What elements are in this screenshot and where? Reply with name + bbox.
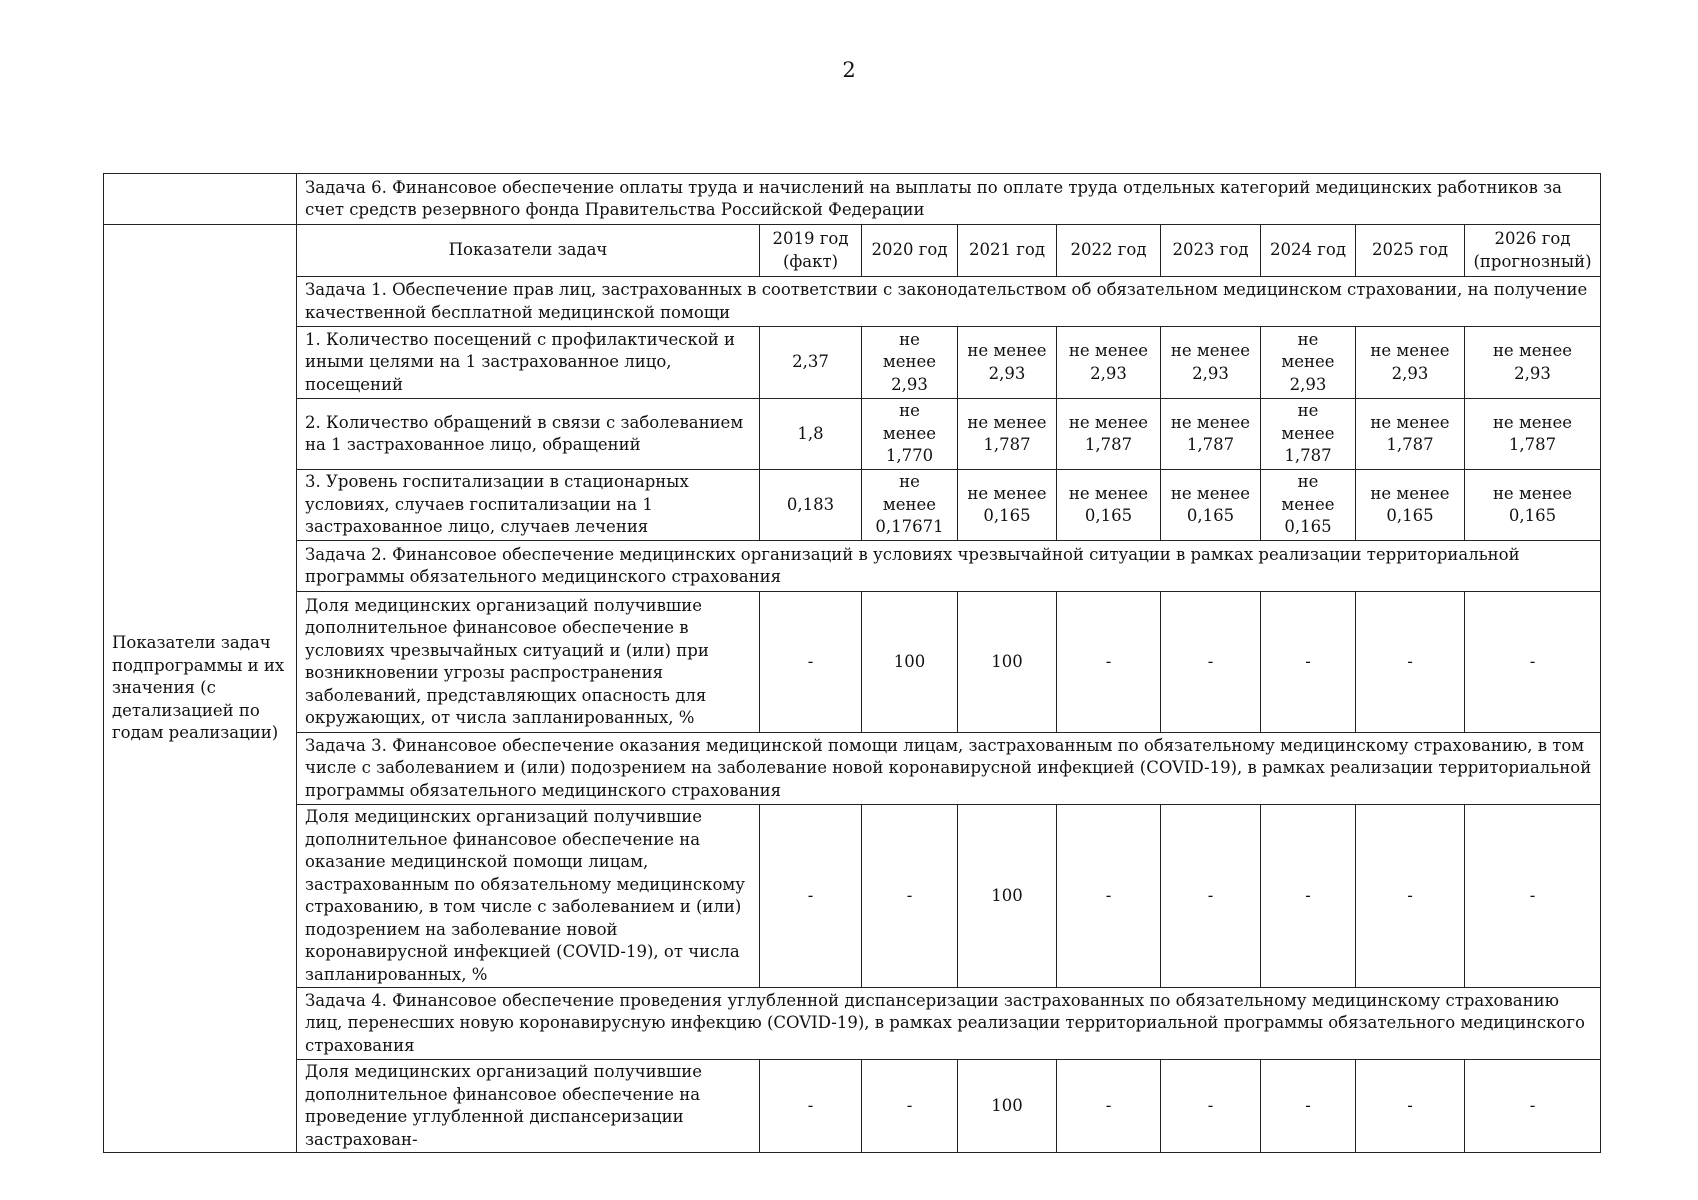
value-2019: 0,183 (760, 470, 862, 541)
value-2023: - (1161, 1060, 1261, 1153)
value-2023: не менее 1,787 (1161, 399, 1261, 470)
header-row (104, 225, 1601, 277)
value-2025: не менее 1,787 (1356, 399, 1465, 470)
header-2020: 2020 год (862, 225, 958, 277)
left-empty-cell (104, 174, 297, 225)
table-row (104, 399, 1601, 470)
value-2021: не менее 0,165 (958, 470, 1057, 541)
indicator-label: 3. Уровень госпитализации в стационарных условиях, случаев госпитализации на 1 застрахованное лицо, случаев лечения (297, 470, 760, 541)
task3-title: Задача 3. Финансовое обеспечение оказания медицинской помощи лицам, застрахованным по обязательному медицинскому страхованию, в том числе с заболеванием и (или) подозрением на заболевание новой коронавирусной инфекцией (COVID-19), в рамках реализации территориальной программы обязательного медицинского страхования (297, 733, 1601, 805)
value-2023: не менее 2,93 (1161, 327, 1261, 399)
header-2026: 2026 год (прогнозный) (1465, 225, 1601, 277)
indicator-label: Доля медицинских организаций получившие дополнительное финансовое обеспечение на оказание медицинской помощи лицам, застрахованным по обязательному медицинскому страхованию, в том числе с заболеванием и (или) подозрением на заболевание новой коронавирусной инфекцией (COVID-19), от числа запланированных, % (297, 805, 760, 988)
table-row (104, 470, 1601, 541)
value-2021: 100 (958, 592, 1057, 733)
task1-row (104, 277, 1601, 327)
value-2021: 100 (958, 805, 1057, 988)
value-2025: - (1356, 805, 1465, 988)
value-2022: - (1057, 805, 1161, 988)
header-indicator: Показатели задач (297, 225, 760, 277)
task6-row (104, 174, 1601, 225)
value-2022: не менее 0,165 (1057, 470, 1161, 541)
value-2026: - (1465, 592, 1601, 733)
value-2019: 2,37 (760, 327, 862, 399)
value-2026: не менее 1,787 (1465, 399, 1601, 470)
page-number: 2 (842, 58, 856, 82)
value-2025: - (1356, 592, 1465, 733)
value-2023: не менее 0,165 (1161, 470, 1261, 541)
value-2021: не менее 1,787 (958, 399, 1057, 470)
value-2021: 100 (958, 1060, 1057, 1153)
value-2022: - (1057, 592, 1161, 733)
value-2022: - (1057, 1060, 1161, 1153)
value-2020: не менее 1,770 (862, 399, 958, 470)
value-2026: - (1465, 1060, 1601, 1153)
indicator-label: Доля медицинских организаций получившие дополнительное финансовое обеспечение на проведение углубленной диспансеризации застрахован- (297, 1060, 760, 1153)
indicators-table (103, 173, 1601, 1153)
table-row (104, 592, 1601, 733)
value-2024: не менее 1,787 (1261, 399, 1356, 470)
value-2019: - (760, 1060, 862, 1153)
value-2025: не менее 2,93 (1356, 327, 1465, 399)
value-2019: - (760, 592, 862, 733)
value-2024: не менее 0,165 (1261, 470, 1356, 541)
value-2023: - (1161, 805, 1261, 988)
value-2020: - (862, 805, 958, 988)
value-2019: - (760, 805, 862, 988)
value-2023: - (1161, 592, 1261, 733)
value-2019: 1,8 (760, 399, 862, 470)
table-row (104, 327, 1601, 399)
value-2024: не менее 2,93 (1261, 327, 1356, 399)
value-2022: не менее 2,93 (1057, 327, 1161, 399)
header-2024: 2024 год (1261, 225, 1356, 277)
header-2022: 2022 год (1057, 225, 1161, 277)
task1-title: Задача 1. Обеспечение прав лиц, застрахованных в соответствии с законодательством об обязательном медицинском страховании, на получение качественной бесплатной медицинской помощи (297, 277, 1601, 327)
value-2026: - (1465, 805, 1601, 988)
task3-row (104, 733, 1601, 805)
task2-title: Задача 2. Финансовое обеспечение медицинских организаций в условиях чрезвычайной ситуации в рамках реализации территориальной программы обязательного медицинского страхования (297, 541, 1601, 592)
indicator-label: 2. Количество обращений в связи с заболеванием на 1 застрахованное лицо, обращений (297, 399, 760, 470)
value-2025: не менее 0,165 (1356, 470, 1465, 541)
header-2021: 2021 год (958, 225, 1057, 277)
indicator-label: 1. Количество посещений с профилактической и иными целями на 1 застрахованное лицо, посещений (297, 327, 760, 399)
value-2020: 100 (862, 592, 958, 733)
task2-row (104, 541, 1601, 592)
value-2026: не менее 0,165 (1465, 470, 1601, 541)
table-row (104, 1060, 1601, 1153)
header-2019: 2019 год (факт) (760, 225, 862, 277)
task4-title: Задача 4. Финансовое обеспечение проведения углубленной диспансеризации застрахованных по обязательному медицинскому страхованию лиц, перенесших новую коронавирусную инфекцию (COVID-19), в рамках реализации территориальной программы обязательного медицинского страхования (297, 988, 1601, 1060)
indicator-label: Доля медицинских организаций получившие дополнительное финансовое обеспечение в условиях чрезвычайных ситуаций и (или) при возникновении угрозы распространения заболеваний, представляющих опасность для окружающих, от числа запланированных, % (297, 592, 760, 733)
value-2021: не менее 2,93 (958, 327, 1057, 399)
value-2026: не менее 2,93 (1465, 327, 1601, 399)
header-2025: 2025 год (1356, 225, 1465, 277)
value-2024: - (1261, 805, 1356, 988)
value-2020: не менее 0,17671 (862, 470, 958, 541)
value-2025: - (1356, 1060, 1465, 1153)
value-2024: - (1261, 592, 1356, 733)
value-2020: не менее 2,93 (862, 327, 958, 399)
value-2022: не менее 1,787 (1057, 399, 1161, 470)
task6-title: Задача 6. Финансовое обеспечение оплаты труда и начислений на выплаты по оплате труда отдельных категорий медицинских работников за счет средств резервного фонда Правительства Российской Федерации (297, 174, 1601, 225)
task4-row (104, 988, 1601, 1060)
value-2020: - (862, 1060, 958, 1153)
left-label: Показатели задач подпрограммы и их значения (с детализацией по годам реализации) (104, 225, 297, 1153)
value-2024: - (1261, 1060, 1356, 1153)
table-row (104, 805, 1601, 988)
header-2023: 2023 год (1161, 225, 1261, 277)
